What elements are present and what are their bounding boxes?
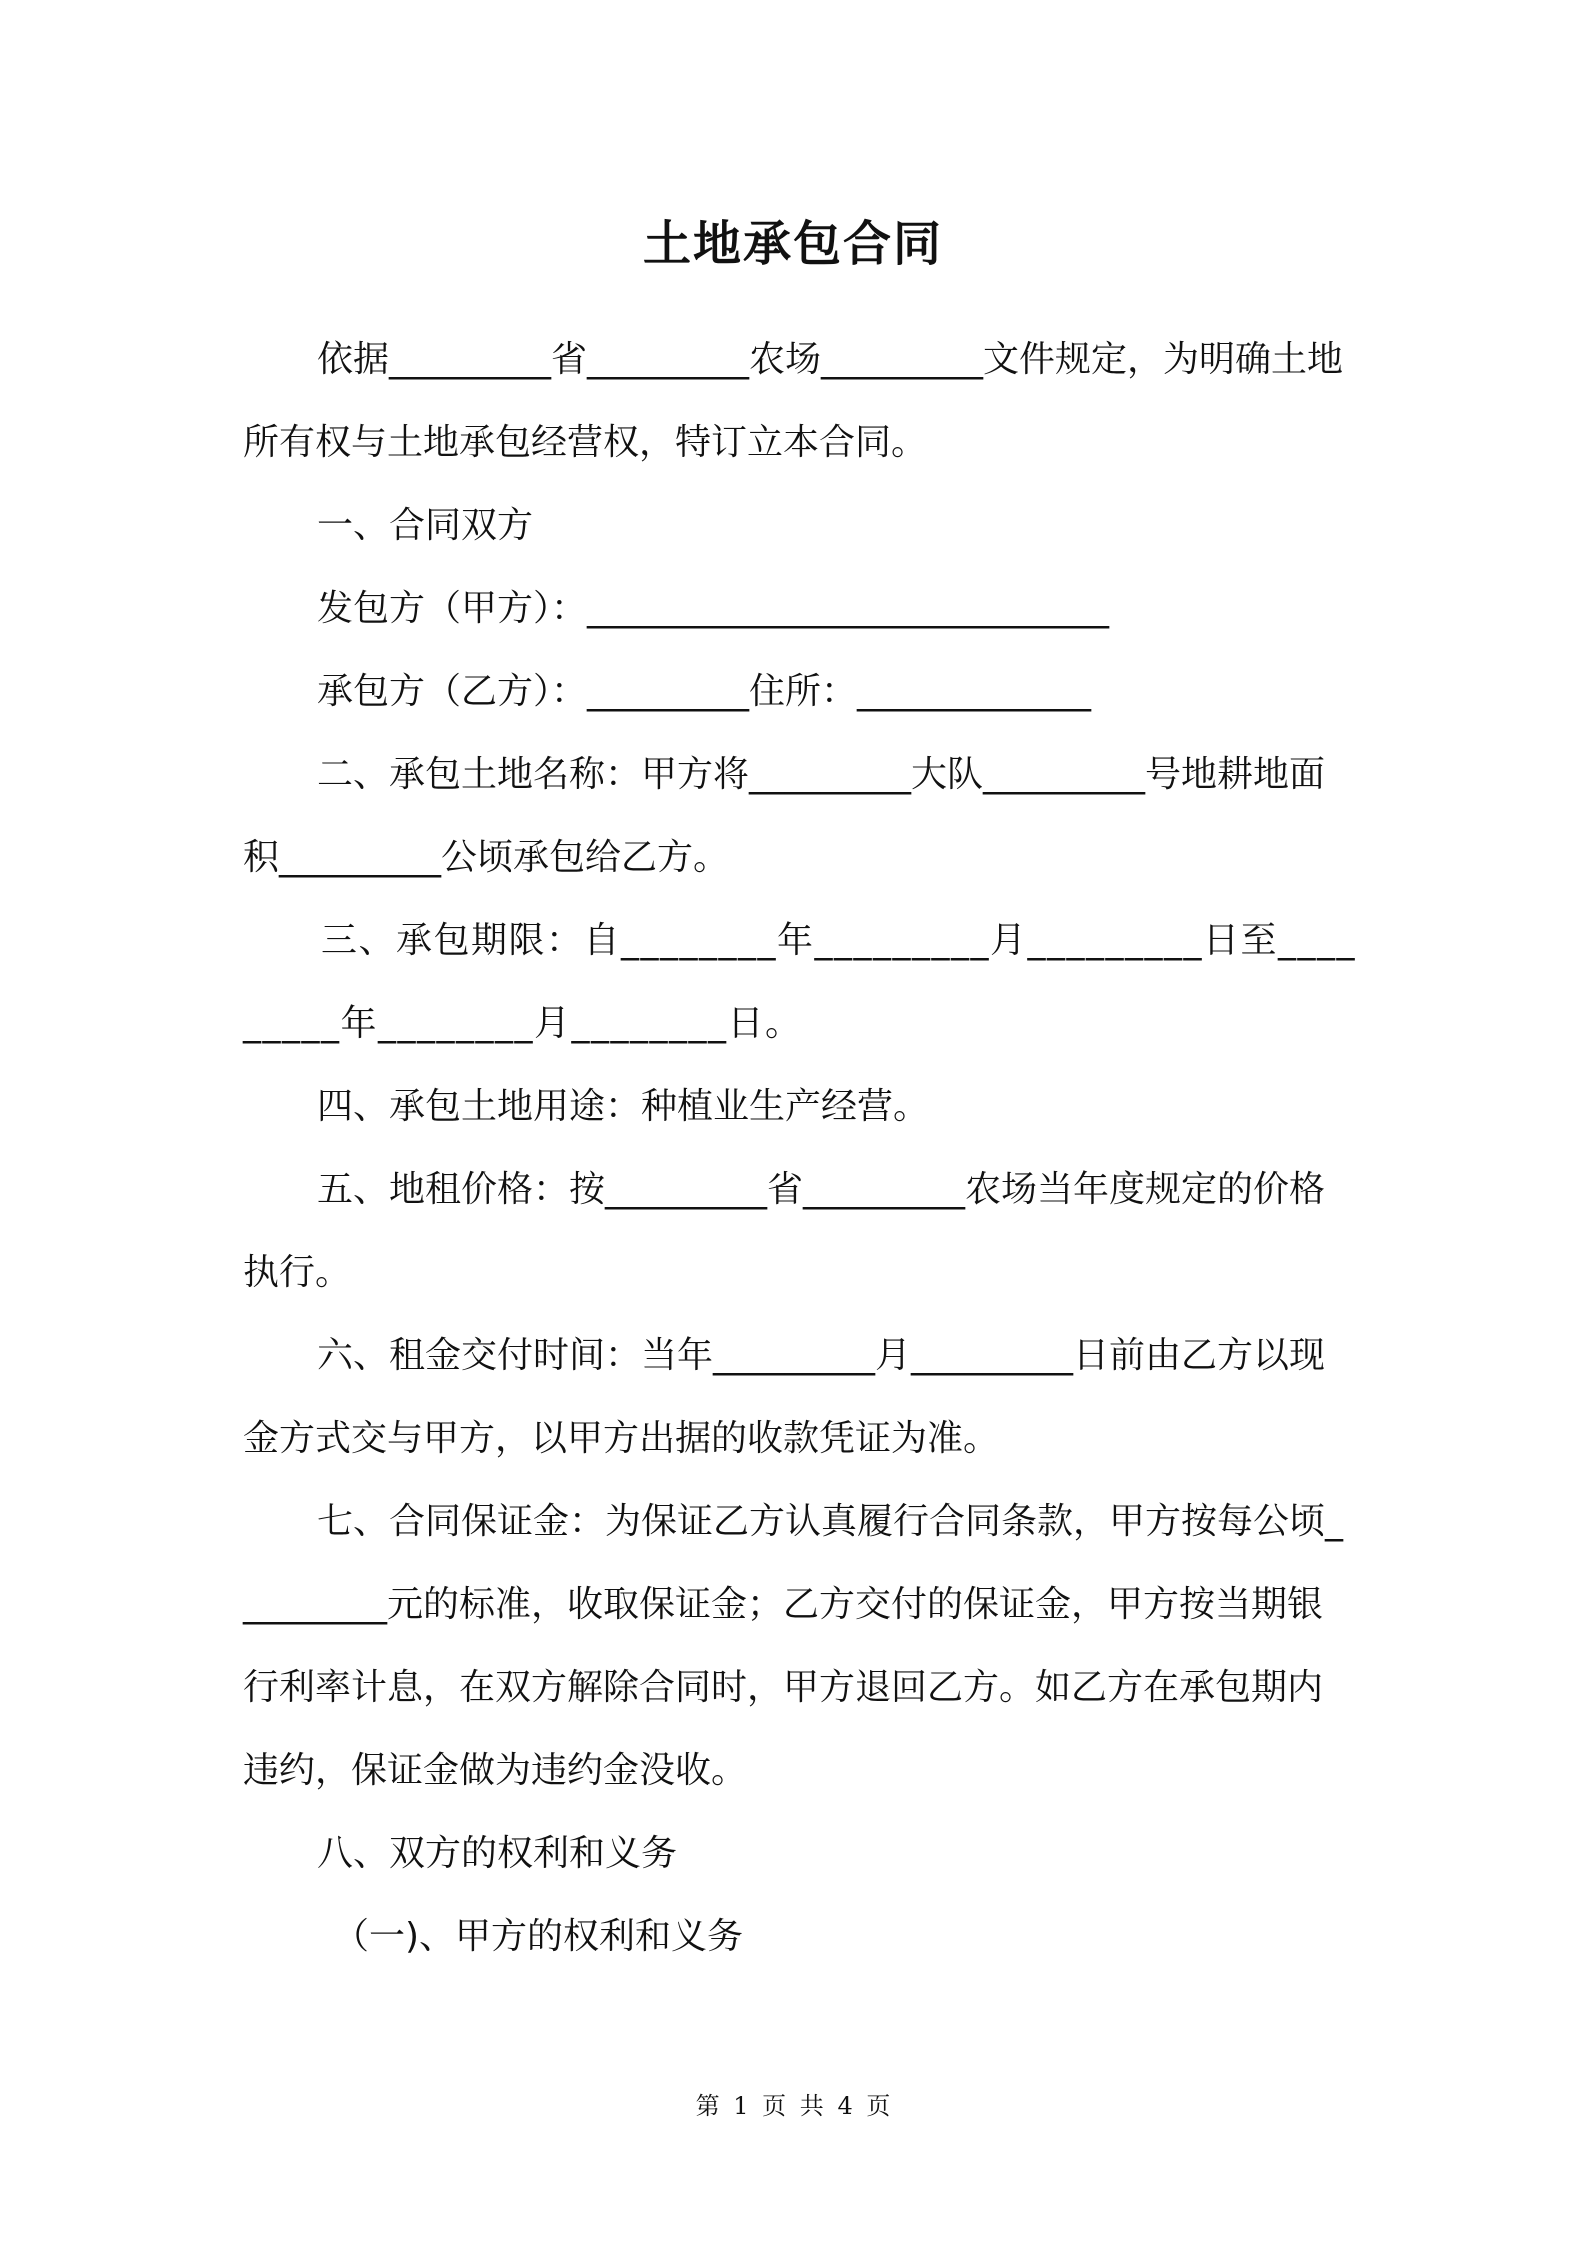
clause-rent-price: 五、地租价格：按_________省_________农场当年度规定的价格执行。 (243, 1169, 1326, 1293)
clause-land-use: 四、承包土地用途：种植业生产经营。 (317, 1086, 930, 1127)
document-title: 土地承包合同 (642, 216, 943, 272)
section-heading-parties: 一、合同双方 (317, 505, 534, 546)
section-heading-rights: 八、双方的权利和义务 (317, 1833, 678, 1874)
clause-deposit: 七、合同保证金：为保证乙方认真履行合同条款，甲方按每公顷_________元的标准，收取保证金；乙方交付的保证金，甲方按当期银行利率计息，在双方解除合同时，甲方退回乙方。如乙方在承包期内违约，保证金做为违约金没收。 (243, 1501, 1344, 1791)
clause-land-name: 二、承包土地名称：甲方将_________大队_________号地耕地面积_________公顷承包给乙方。 (243, 754, 1326, 878)
party-a-line: 发包方（甲方）：_____________________________ (317, 588, 1110, 629)
clause-term: 三、承包期限：自________年_________月_________日至_________年________月________日。 (243, 920, 1357, 1044)
paragraph-preamble: 依据_________省_________农场_________文件规定，为明确土地所有权与土地承包经营权，特订立本合同。 (243, 339, 1344, 463)
subsection-party-a-rights: （一)、甲方的权利和义务 (333, 1916, 744, 1957)
party-b-line: 承包方（乙方）：_________住所：_____________ (317, 671, 1092, 712)
page-indicator: 第 1 页 共 4 页 (695, 2092, 891, 2120)
document-body (243, 318, 1357, 1978)
clause-payment-time: 六、租金交付时间：当年_________月_________日前由乙方以现金方式交与甲方，以甲方出据的收款凭证为准。 (243, 1335, 1326, 1459)
